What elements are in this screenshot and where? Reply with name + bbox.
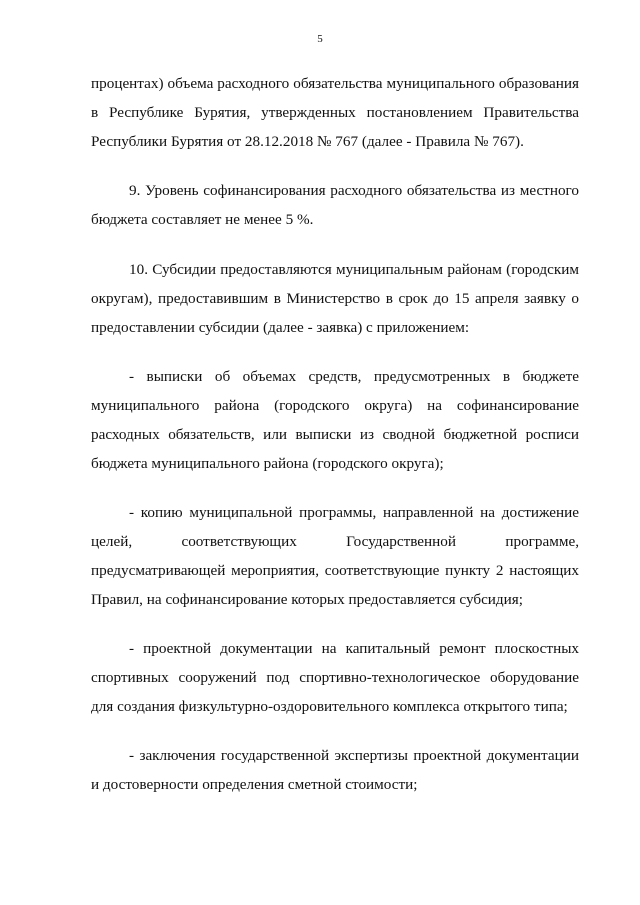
page-number: 5 [317, 33, 323, 45]
list-item-line: - выписки об объемах средств, предусмотренных в бюджете [129, 368, 579, 385]
list-item-line: расходных обязательств, или выписки из сводной бюджетной росписи [91, 426, 579, 443]
paragraph-text-line: предоставлении субсидии (далее - заявка) с приложением: [91, 319, 470, 336]
list-item-line: - копию муниципальной программы, направленной на достижение [129, 504, 579, 521]
paragraph-text-line: 9. Уровень софинансирования расходного обязательства из местного [129, 182, 579, 199]
list-item-line: и достоверности определения сметной стоимости; [91, 776, 418, 793]
list-item-line: - проектной документации на капитальный ремонт плоскостных [129, 640, 579, 657]
list-item-line: - заключения государственной экспертизы проектной документации [129, 747, 579, 764]
paragraph-text-line: округам), предоставившим в Министерство в срок до 15 апреля заявку о [91, 290, 579, 307]
paragraph-text-line: Республики Бурятия от 28.12.2018 № 767 (далее - Правила № 767). [91, 133, 524, 150]
list-item-line: муниципального района (городского округа) на софинансирование [91, 397, 579, 414]
list-item-line: для создания физкультурно-оздоровительного комплекса открытого типа; [91, 698, 568, 715]
paragraph-text-line: 10. Субсидии предоставляются муниципальным районам (городским [129, 261, 579, 278]
list-item-line: бюджета муниципального района (городского округа); [91, 455, 444, 472]
paragraph-text-line: в Республике Бурятия, утвержденных постановлением Правительства [91, 104, 579, 121]
list-item-line: Правил, на софинансирование которых предоставляется субсидия; [91, 591, 523, 608]
paragraph-text-line: бюджета составляет не менее 5 %. [91, 211, 314, 228]
list-item-line: целей, соответствующих Государственной программе, [91, 533, 579, 550]
paragraph-text-line: процентах) объема расходного обязательства муниципального образования [91, 75, 579, 92]
list-item-line: спортивных сооружений под спортивно-технологическое оборудование [91, 669, 579, 686]
list-item-line: предусматривающей мероприятия, соответствующие пункту 2 настоящих [91, 562, 579, 579]
